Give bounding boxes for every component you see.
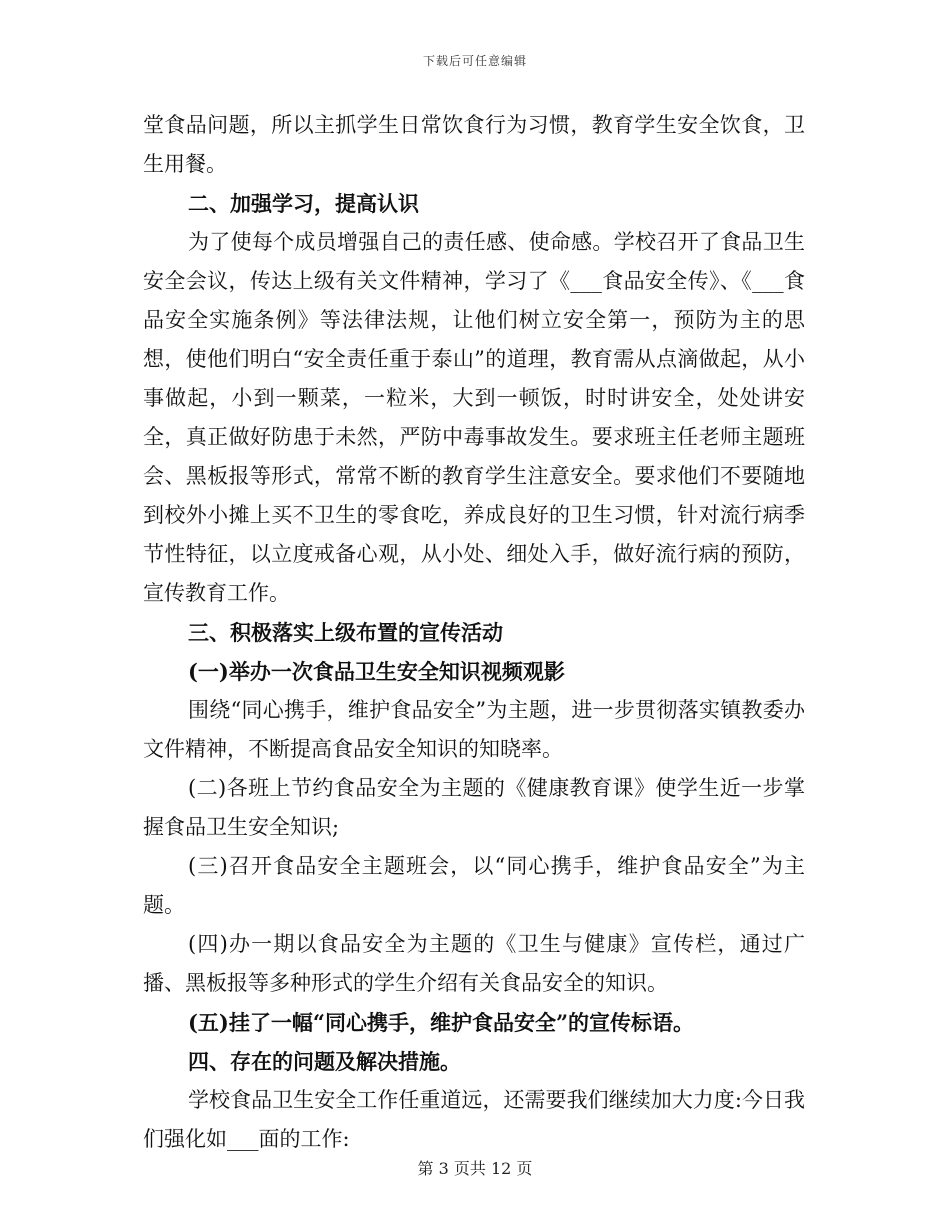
section-heading-3: 三、积极落实上级布置的宣传活动 bbox=[188, 620, 503, 645]
subheading-video: (一)举办一次食品卫生安全知识视频观影 bbox=[188, 659, 565, 684]
paragraph-study: 为了使每个成员增强自己的责任感、使命感。学校召开了食品卫生安全会议，传达上级有关文件精神，学习了《___食品安全传》、《___食品安全实施条例》等法律法规，让他们树立安全第一，预防为主的思想，使他们明白“安全责任重于泰山”的道理，教育需从点滴做起，从小事做起，小到一颗菜，一粒米，大到一顿饭，时时讲安全，处处讲安全，真正做好防患于未然，严防中毒事故发生。要求班主任老师主题班会、黑板报等形式，常常不断的教育学生注意安全。要求他们不要随地到校外小摊上买不卫生的零食吃，养成良好的卫生习惯，针对流行病季节性特征，以立度戒备心观，从小处、细处入手，做好流行病的预防，宣传教育工作。 bbox=[143, 230, 805, 605]
paragraph-theme: 围绕“同心携手，维护食品安全”为主题，进一步贯彻落实镇教委办文件精神，不断提高食品安全知识的知晓率。 bbox=[143, 698, 805, 761]
list-item-bulletin: (四)办一期以食品安全为主题的《卫生与健康》宣传栏，通过广播、黑板报等多种形式的学生介绍有关食品安全的知识。 bbox=[143, 932, 805, 995]
paragraph-problems: 学校食品卫生安全工作任重道远，还需要我们继续加大力度:今日我们强化如___面的工作: bbox=[143, 1088, 805, 1151]
page-number: 第 3 页共 12 页 bbox=[417, 1159, 533, 1178]
section-heading-4: 四、存在的问题及解决措施。 bbox=[188, 1049, 461, 1074]
document-body bbox=[143, 106, 805, 1159]
section-heading-2: 二、加强学习，提高认识 bbox=[188, 191, 419, 216]
paragraph-continuation: 堂食品问题，所以主抓学生日常饮食行为习惯，教育学生安全饮食，卫生用餐。 bbox=[143, 113, 805, 176]
list-item-health-class: (二)各班上节约食品安全为主题的《健康教育课》使学生近一步掌握食品卫生安全知识; bbox=[143, 776, 805, 839]
list-item-banner: (五)挂了一幅“同心携手，维护食品安全”的宣传标语。 bbox=[188, 1010, 695, 1035]
list-item-class-meeting: (三)召开食品安全主题班会，以“同心携手，维护食品安全”为主题。 bbox=[143, 854, 805, 917]
page-header: 下载后可任意编辑 bbox=[422, 54, 527, 68]
